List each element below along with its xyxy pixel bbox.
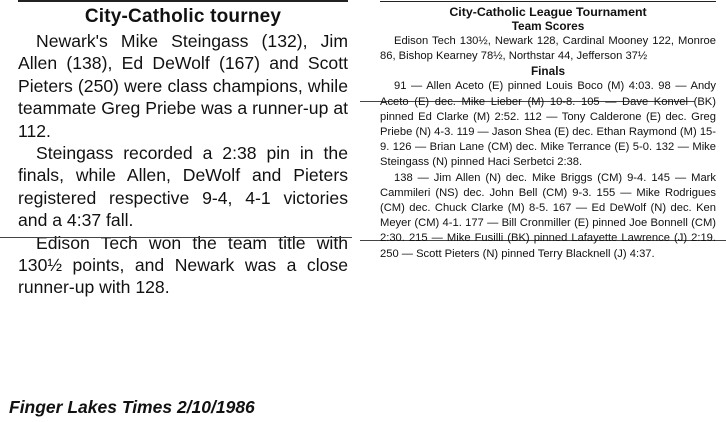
paragraph-team-title: Edison Tech won the team title with 130½ points, and Newark was a close runner-up with 128. <box>18 232 348 298</box>
clipping-edge-line <box>0 237 352 238</box>
left-article <box>18 0 348 299</box>
team-scores-heading: Team Scores <box>511 19 585 33</box>
left-headline: City-Catholic tourney <box>84 6 282 27</box>
right-headline: City-Catholic League Tournament <box>449 5 647 19</box>
paragraph-champions: Newark's Mike Steingass (132), Jim Allen (138), Ed DeWolf (167) and Scott Pieters (250) were class champions, while teammate Greg Priebe was a runner-up at 112. <box>18 31 348 141</box>
finals-heading: Finals <box>530 64 566 79</box>
finals-results-heavier: 138 — Jim Allen (N) dec. Mike Briggs (CM) 9-4. 145 — Mark Cammileri (NS) dec. John Bell (CM) 9-3. 155 — Mike Rodrigues (CM) dec. Chuck Clarke (M) 8-5. 167 — Ed DeWolf (N) dec. Ken Meyer (CM) 4-1. 177 — Bill Cronmiller (E) pinned Joe Bonnell (CM) 2:30. 215 — Mike Fusilli (BK) pinned Lafayette Lawrence (J) 2:19. 250 — Scott Pieters (N) pinned Terry Blacknell (J) 4:37. <box>380 171 716 260</box>
top-rule <box>18 0 348 2</box>
top-rule <box>380 1 716 2</box>
left-article-body <box>18 30 348 299</box>
source-caption: Finger Lakes Times 2/10/1986 <box>9 397 255 417</box>
finals-results-lighter: 91 — Allen Aceto (E) pinned Louis Boco (M) 4:03. 98 — Andy Aceto (E) dec. Mike Lieber (M) 10-8. 105 — Dave Konvel (BK) pinned Ed Clarke (M) 2:52. 112 — Tony Calderone (E) dec. Greg Priebe (N) 4-3. 119 — Jason Shea (E) dec. Ethan Raymond (M) 15-9. 126 — Brian Lane (CM) dec. Mike Terrance (E) 5-0. 132 — Mike Steingass (N) pinned Haci Serbetci 2:38. <box>380 80 716 169</box>
team-scores-text: Edison Tech 130½, Newark 128, Cardinal Mooney 122, Monroe 86, Bishop Kearney 78½, Northstar 44, Jefferson 37½ <box>380 35 716 63</box>
paragraph-finals-results: Steingass recorded a 2:38 pin in the finals, while Allen, DeWolf and Pieters registered respective 9-4, 4-1 victories and a 4:37 fall. <box>18 143 348 231</box>
right-article <box>380 0 716 262</box>
